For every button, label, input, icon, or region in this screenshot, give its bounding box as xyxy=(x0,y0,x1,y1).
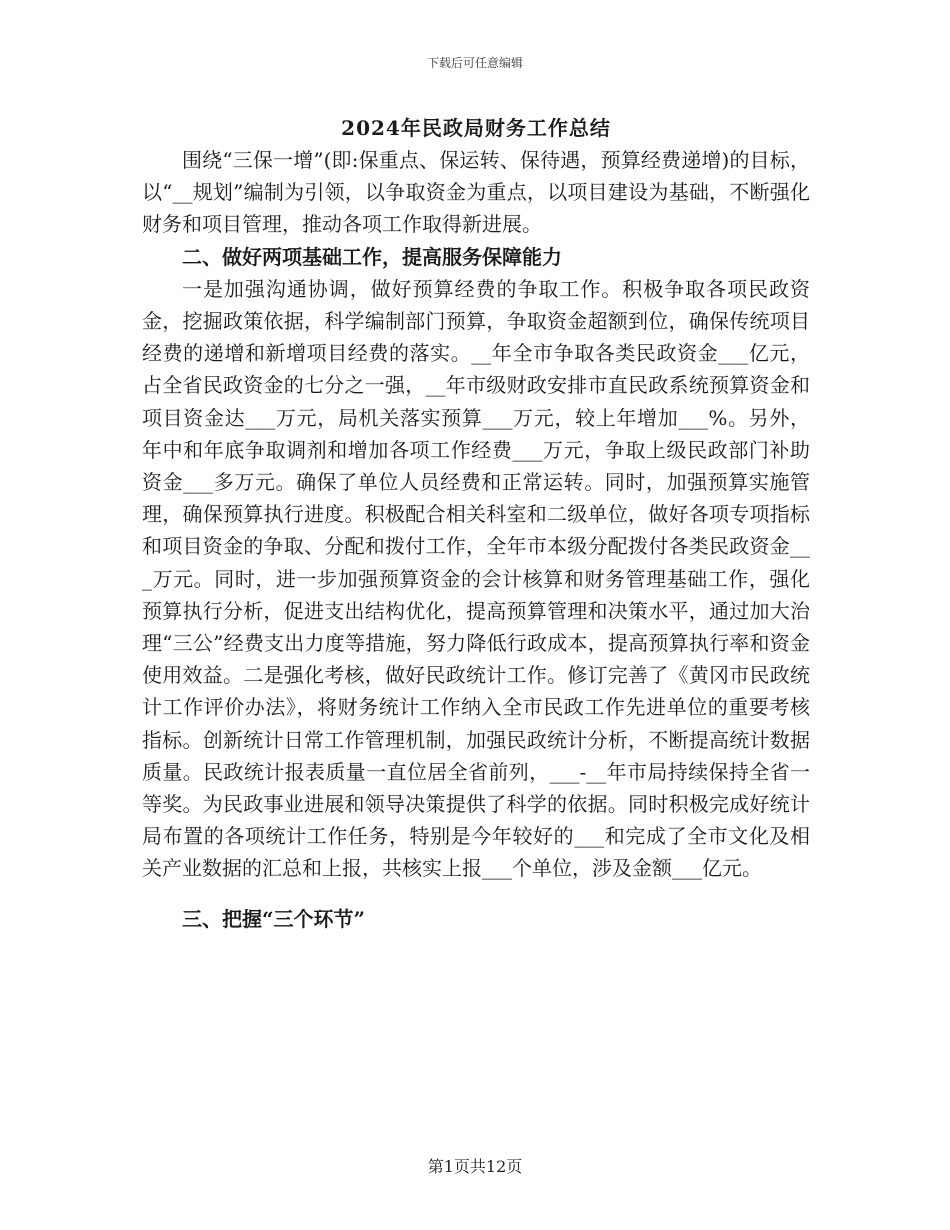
document-title: 2024年民政局财务工作总结 xyxy=(341,116,611,140)
section-2-heading: 二、做好两项基础工作，提高服务保障能力 xyxy=(182,244,562,269)
section-3-heading: 三、把握“三个环节” xyxy=(182,906,366,931)
page-number: 第1页共12页 xyxy=(427,1157,523,1176)
page-header-note: 下载后可任意编辑 xyxy=(426,56,523,70)
section-2-paragraph: 一是加强沟通协调，做好预算经费的争取工作。积极争取各项民政资金，挖掘政策依据，科学编制部门预算，争取资金超额到位，确保传统项目经费的递增和新增项目经费的落实。__年全市争取各类民政资金___亿元，占全省民政资金的七分之一强，__年市级财政安排市直民政系统预算资金和项目资金达___万元，局机关落实预算___万元，较上年增加___%。另外，年中和年底争取调剂和增加各项工作经费___万元，争取上级民政部门补助资金___多万元。确保了单位人员经费和正常运转。同时，加强预算实施管理，确保预算执行进度。积极配合相关科室和二级单位，做好各项专项指标和项目资金的争取、分配和拨付工作，全年市本级分配拨付各类民政资金___万元。同时，进一步加强预算资金的会计核算和财务管理基础工作，强化预算执行分析，促进支出结构优化，提高预算管理和决策水平，通过加大治理“三公”经费支出力度等措施，努力降低行政成本，提高预算执行率和资金使用效益。二是强化考核，做好民政统计工作。修订完善了《黄冈市民政统计工作评价办法》，将财务统计工作纳入全市民政工作先进单位的重要考核指标。创新统计日常工作管理机制，加强民政统计分析，不断提高统计数据质量。民政统计报表质量一直位居全省前列，___-__年市局持续保持全省一等奖。为民政事业进展和领导决策提供了科学的依据。同时积极完成好统计局布置的各项统计工作任务，特别是今年较好的___和完成了全市文化及相关产业数据的汇总和上报，共核实上报___个单位，涉及金额___亿元。 xyxy=(142,276,810,881)
document-body xyxy=(142,112,810,935)
intro-paragraph: 围绕“三保一增”(即:保重点、保运转、保待遇，预算经费递增)的目标，以“__规划”编制为引领，以争取资金为重点，以项目建设为基础，不断强化财务和项目管理，推动各项工作取得新进展。 xyxy=(142,148,810,237)
